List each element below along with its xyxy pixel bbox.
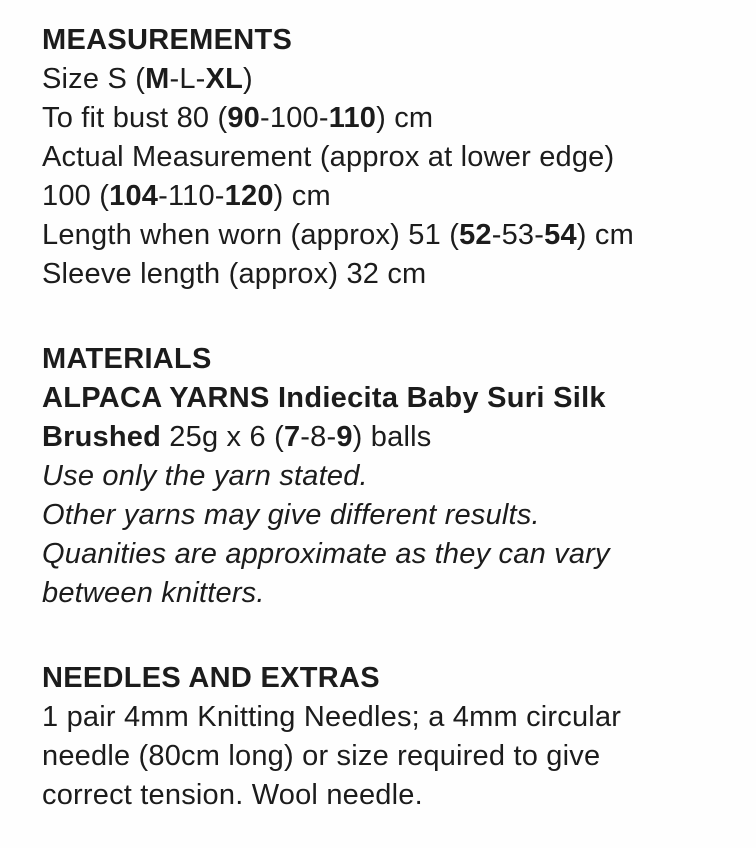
- yarn-name: ALPACA YARNS Indiecita Baby Suri Silk: [42, 382, 606, 414]
- needles-heading: NEEDLES AND EXTRAS: [42, 662, 380, 694]
- measurements-heading: MEASUREMENTS: [42, 24, 293, 56]
- actual-a: 104: [109, 180, 159, 212]
- yarn-brushed: Brushed: [42, 421, 162, 453]
- length-mid: -53-: [491, 219, 545, 251]
- actual-prefix: 100 (: [42, 180, 110, 212]
- yarn-note-4: between knitters.: [42, 577, 265, 609]
- yarn-note-3: Quanities are approximate as they can vary: [42, 538, 610, 570]
- bust-b: 110: [328, 102, 377, 134]
- actual-line: [42, 177, 736, 216]
- size-m: M: [145, 63, 170, 95]
- actual-suffix: ) cm: [273, 180, 331, 212]
- actual-mid: -110-: [158, 180, 225, 212]
- balls-mid: -8-: [300, 421, 337, 453]
- needles-line-2: needle (80cm long) or size required to give: [42, 740, 601, 772]
- balls-line: [42, 418, 736, 457]
- needles-line-3: correct tension. Wool needle.: [42, 779, 423, 811]
- length-prefix: Length when worn (approx) 51 (: [42, 219, 460, 251]
- yarn-note-2: Other yarns may give different results.: [42, 499, 540, 531]
- balls-prefix: 25g x 6 (: [161, 421, 284, 453]
- bust-mid: -100-: [260, 102, 329, 134]
- materials-heading: MATERIALS: [42, 343, 212, 375]
- actual-measurement-label: Actual Measurement (approx at lower edge): [42, 141, 615, 173]
- bust-suffix: ) cm: [376, 102, 434, 134]
- size-line: [42, 60, 736, 99]
- measurements-section: [42, 21, 736, 294]
- materials-section: [42, 340, 736, 613]
- bust-prefix: To fit bust 80 (: [42, 102, 228, 134]
- length-a: 52: [459, 219, 492, 251]
- length-line: [42, 216, 736, 255]
- sleeve-line: Sleeve length (approx) 32 cm: [42, 258, 427, 290]
- size-sep: -L-: [169, 63, 206, 95]
- balls-suffix: ) balls: [352, 421, 432, 453]
- size-suffix: ): [243, 63, 253, 95]
- needles-section: [42, 659, 736, 815]
- bust-a: 90: [227, 102, 261, 134]
- balls-b: 9: [336, 421, 353, 453]
- bust-line: [42, 99, 736, 138]
- length-suffix: ) cm: [576, 219, 634, 251]
- yarn-note-1: Use only the yarn stated.: [42, 460, 368, 492]
- length-b: 54: [544, 219, 577, 251]
- balls-a: 7: [283, 421, 301, 453]
- actual-b: 120: [224, 180, 274, 212]
- size-prefix: Size S (: [42, 63, 146, 95]
- size-xl: XL: [205, 63, 244, 95]
- needles-line-1: 1 pair 4mm Knitting Needles; a 4mm circular: [42, 701, 622, 733]
